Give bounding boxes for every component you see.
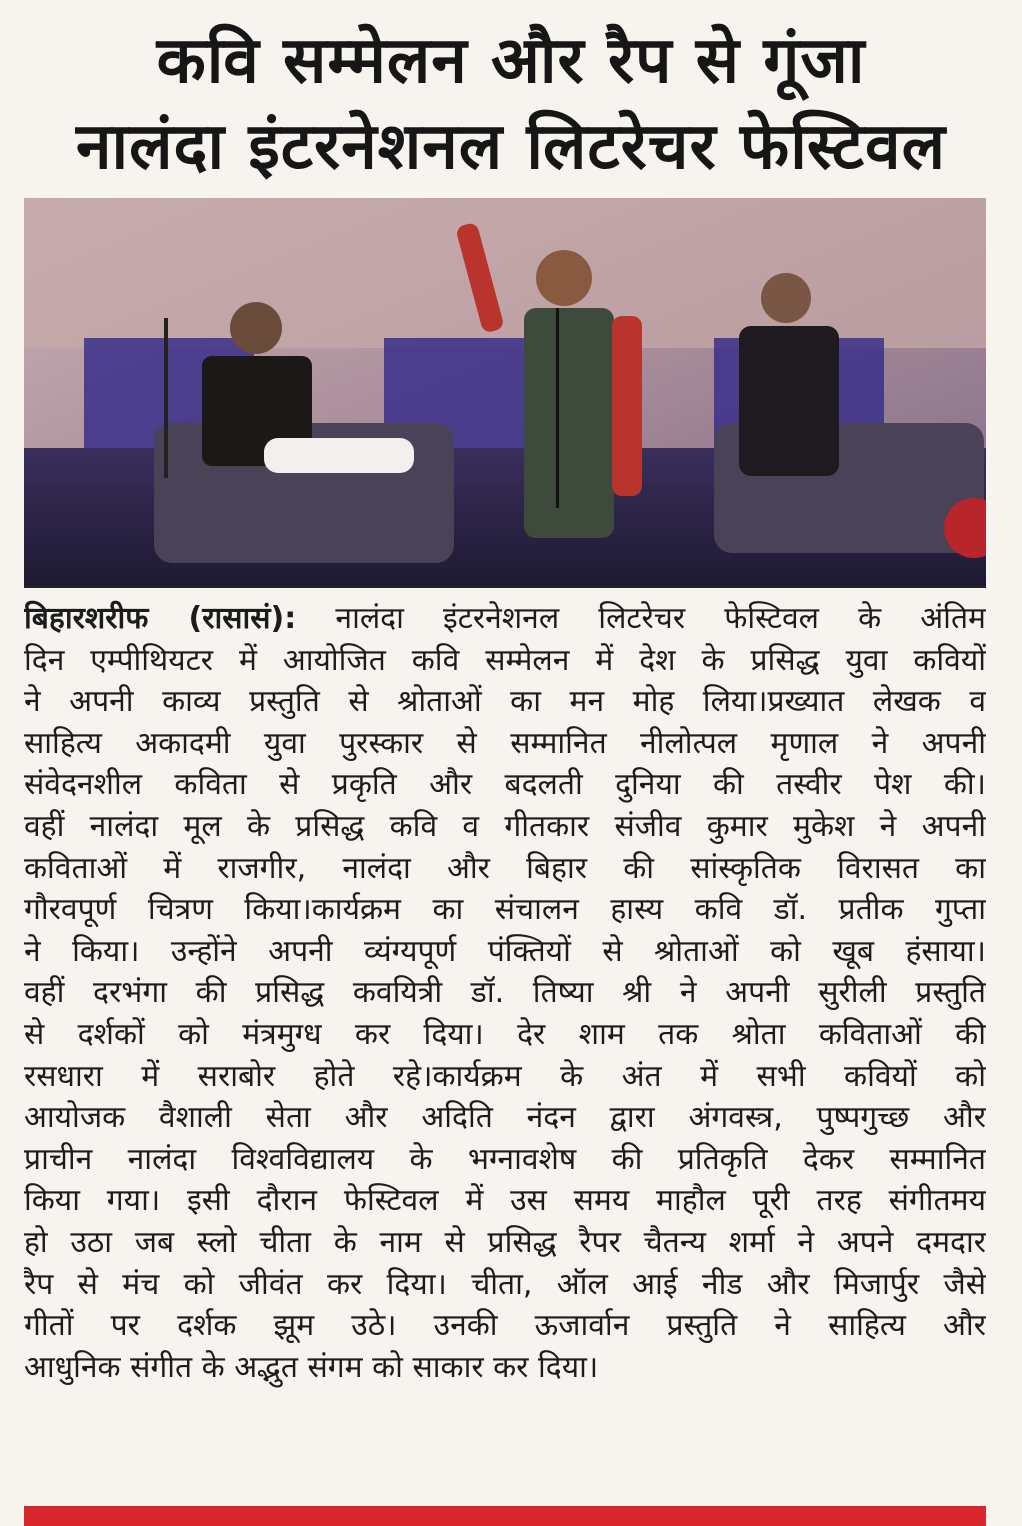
- headline-line-1: कवि सम्मेलन और रैप से गूंजा: [156, 24, 866, 98]
- article-body: [24, 598, 986, 1388]
- headline-line-2: नालंदा इंटरनेशनल लिटरेचर फेस्टिवल: [76, 110, 946, 184]
- article-line: गौरवपूर्ण चित्रण किया।कार्यक्रम का संचालन हास्य कवि डॉ. प्रतीक गुप्ता: [24, 892, 986, 928]
- article-line: वहीं दरभंगा की प्रसिद्ध कवयित्री डॉ. तिष्या श्री ने अपनी सुरीली प्रस्तुति: [24, 975, 986, 1011]
- footer-red-bar: [24, 1506, 986, 1526]
- article-line: हो उठा जब स्लो चीता के नाम से प्रसिद्ध रैपर चैतन्य शर्मा ने अपने दमदार: [24, 1224, 986, 1260]
- article-line: प्राचीन नालंदा विश्वविद्यालय के भग्नावशेष की प्रतिकृति देकर सम्मानित: [24, 1141, 986, 1177]
- article-line: किया गया। इसी दौरान फेस्टिवल में उस समय माहौल पूरी तरह संगीतमय: [24, 1183, 986, 1219]
- article-line: संवेदनशील कविता से प्रकृति और बदलती दुनिया की तस्वीर पेश की।: [24, 767, 986, 803]
- article-line: से दर्शकों को मंत्रमुग्ध कर दिया। देर शाम तक श्रोता कविताओं की: [24, 1016, 986, 1052]
- dateline: बिहारशरीफ (रासासं):: [24, 601, 297, 636]
- article-line-text: नालंदा इंटरनेशनल लिटरेचर फेस्टिवल के अंतिम: [296, 601, 986, 636]
- article-line: रैप से मंच को जीवंत कर दिया। चीता, ऑल आई नीड और मिजार्पुर जैसे: [24, 1266, 986, 1302]
- article-line: साहित्य अकादमी युवा पुरस्कार से सम्मानित नीलोत्पल मृणाल ने अपनी: [24, 725, 986, 761]
- article-line: ने अपनी काव्य प्रस्तुति से श्रोताओं का मन मोह लिया।प्रख्यात लेखक व: [24, 684, 986, 720]
- article-line: आधुनिक संगीत के अद्भुत संगम को साकार कर दिया।: [24, 1349, 599, 1385]
- article-line: दिन एम्पीथियटर में आयोजित कवि सम्मेलन में देश के प्रसिद्ध युवा कवियों: [24, 642, 986, 678]
- event-photo: [24, 198, 986, 588]
- article-line: ने किया। उन्होंने अपनी व्यंग्यपूर्ण पंक्तियों से श्रोताओं को खूब हंसाया।: [24, 933, 986, 969]
- article-line: [24, 598, 986, 640]
- article-line: कविताओं में राजगीर, नालंदा और बिहार की सांस्कृतिक विरासत का: [24, 850, 986, 886]
- article-line: गीतों पर दर्शक झूम उठे। उनकी ऊजार्वान प्रस्तुति ने साहित्य और: [24, 1308, 986, 1344]
- article-line: रसधारा में सराबोर होते रहे।कार्यक्रम के अंत में सभी कवियों को: [24, 1058, 986, 1094]
- article-line: आयोजक वैशाली सेता और अदिति नंदन द्वारा अंगवस्त्र, पुष्पगुच्छ और: [24, 1100, 986, 1136]
- article-line: वहीं नालंदा मूल के प्रसिद्ध कवि व गीतकार संजीव कुमार मुकेश ने अपनी: [24, 808, 986, 844]
